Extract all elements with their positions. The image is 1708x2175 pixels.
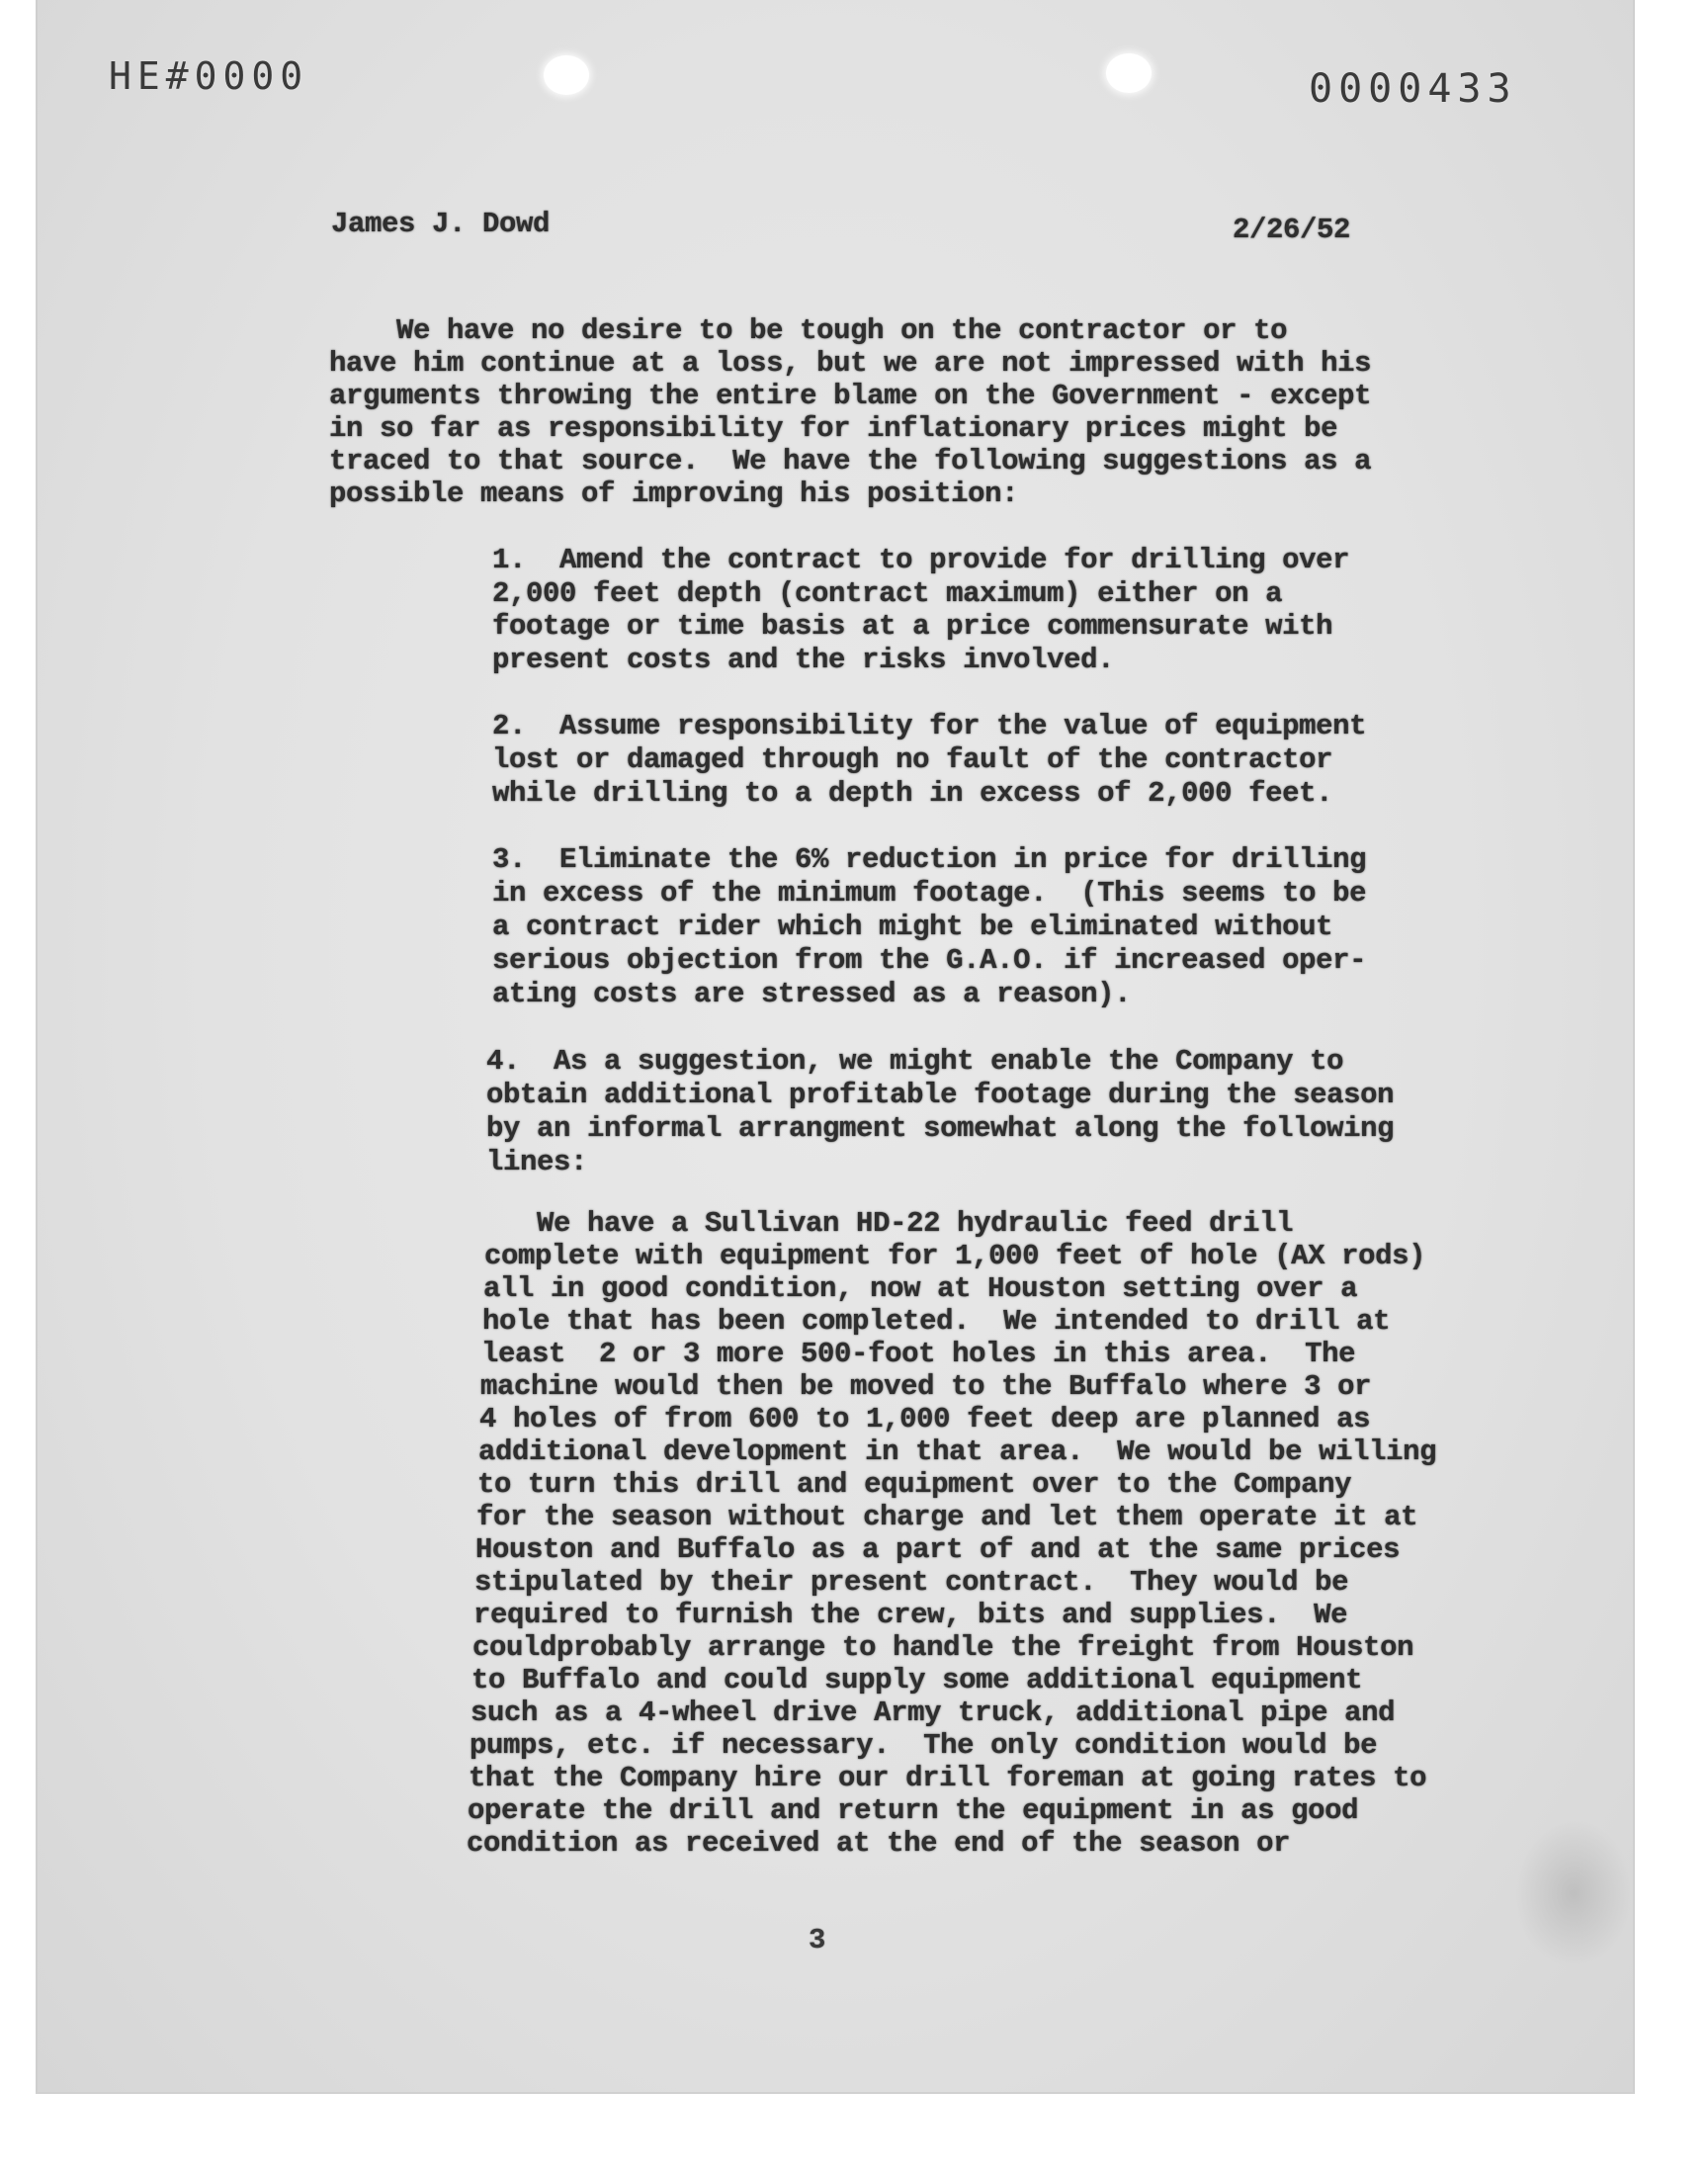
text-line: complete with equipment for 1,000 feet of hole (AX rods) (484, 1240, 1426, 1272)
text-line: 1. Amend the contract to provide for drilling over (492, 544, 1350, 576)
text-line: to Buffalo and could supply some additional equipment (471, 1664, 1363, 1696)
text-line: possible means of improving his position: (329, 478, 1019, 510)
text-line: 4 holes of from 600 to 1,000 feet deep are planned as (479, 1403, 1371, 1436)
addressee: James J. Dowd (331, 208, 551, 240)
document-number-stamp: 0000433 (1309, 66, 1517, 112)
text-line: 2. Assume responsibility for the value of equipment (492, 710, 1367, 742)
text-line: 2,000 feet depth (contract maximum) either on a (492, 577, 1283, 610)
text-line: 4. As a suggestion, we might enable the Company to (486, 1045, 1344, 1078)
text-line: all in good condition, now at Houston setting over a (483, 1272, 1358, 1305)
text-line: such as a 4-wheel drive Army truck, additional pipe and (470, 1696, 1396, 1729)
text-line: 3. Eliminate the 6% reduction in price for drilling (492, 843, 1367, 876)
text-line: while drilling to a depth in excess of 2,000 feet. (492, 777, 1333, 810)
text-line: by an informal arrangment somewhat along the following (486, 1112, 1395, 1145)
text-line: serious objection from the G.A.O. if increased oper- (492, 944, 1367, 977)
text-line: lines: (486, 1146, 588, 1178)
text-line: to turn this drill and equipment over to the Company (477, 1468, 1352, 1501)
edge-smudge (1514, 1819, 1633, 1967)
text-line: that the Company hire our drill foreman at going rates to (469, 1762, 1427, 1794)
text-line: lost or damaged through no fault of the contractor (492, 743, 1333, 776)
text-line: stipulated by their present contract. They would be (474, 1566, 1349, 1599)
text-line: in so far as responsibility for inflationary prices might be (329, 412, 1338, 445)
text-line: in excess of the minimum footage. (This seems to be (492, 877, 1367, 910)
text-line: additional development in that area. We would be willing (478, 1436, 1437, 1468)
text-line: have him continue at a loss, but we are not impressed with his (329, 347, 1372, 380)
text-line: for the season without charge and let them operate it at (476, 1501, 1418, 1533)
page-number: 3 (809, 1924, 826, 1957)
text-line: least 2 or 3 more 500-foot holes in this area. The (481, 1338, 1356, 1370)
text-line: hole that has been completed. We intended to drill at (482, 1305, 1391, 1338)
punch-hole-left (544, 55, 589, 95)
text-line: couldprobably arrange to handle the freight from Houston (472, 1631, 1414, 1664)
text-line: obtain additional profitable footage during the season (486, 1079, 1395, 1111)
punch-hole-right (1106, 53, 1152, 93)
document-page (36, 0, 1635, 2094)
text-line: ating costs are stressed as a reason). (492, 978, 1132, 1010)
text-line: We have a Sullivan HD-22 hydraulic feed drill (486, 1207, 1294, 1240)
text-line: arguments throwing the entire blame on the Government - except (329, 380, 1372, 412)
text-line: required to furnish the crew, bits and supplies. We (473, 1599, 1348, 1631)
text-line: a contract rider which might be eliminated without (492, 911, 1333, 943)
left-stamp: HE#0000 (109, 54, 309, 98)
text-line: pumps, etc. if necessary. The only condition would be (470, 1729, 1378, 1762)
text-line: footage or time basis at a price commensurate with (492, 610, 1333, 643)
text-line: condition as received at the end of the season or (467, 1827, 1291, 1860)
text-line: operate the drill and return the equipment in as good (468, 1794, 1359, 1827)
text-line: We have no desire to be tough on the contractor or to (329, 314, 1288, 347)
text-line: traced to that source. We have the following suggestions as a (329, 445, 1372, 478)
text-line: machine would then be moved to the Buffalo where 3 or (480, 1370, 1372, 1403)
letter-date: 2/26/52 (1233, 214, 1351, 246)
text-line: Houston and Buffalo as a part of and at the same prices (475, 1533, 1401, 1566)
text-line: present costs and the risks involved. (492, 644, 1115, 676)
